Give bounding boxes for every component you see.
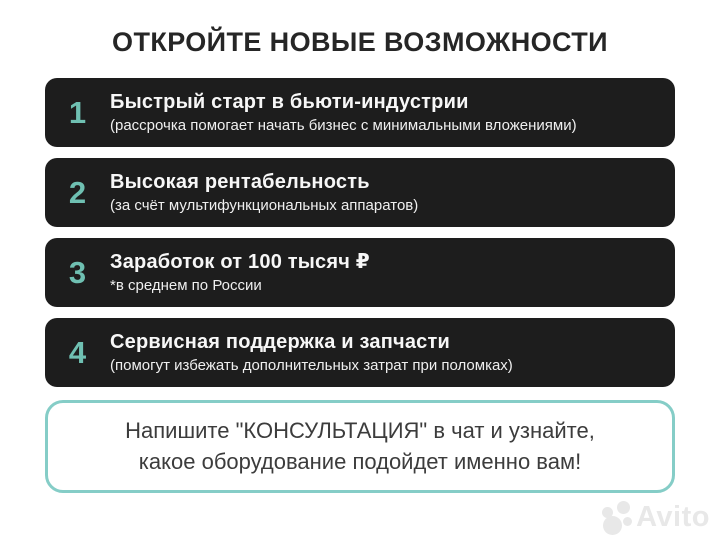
benefit-subtitle: *в среднем по России (110, 276, 262, 294)
benefit-card-2 (45, 158, 675, 227)
benefits-list (45, 78, 675, 387)
benefit-text (110, 170, 428, 216)
benefit-card-3 (45, 238, 675, 307)
benefit-subtitle: (рассрочка помогает начать бизнес с минимальными вложениями) (110, 116, 577, 134)
benefit-subtitle: (помогут избежать дополнительных затрат при поломках) (110, 356, 513, 374)
benefit-number: 2 (68, 174, 87, 210)
benefit-number: 4 (68, 334, 87, 370)
benefit-text (110, 90, 587, 136)
benefit-title: Быстрый старт в бьюти-индустрии (110, 90, 469, 113)
avito-watermark (601, 500, 710, 535)
benefit-card-4 (45, 318, 675, 387)
benefit-title: Заработок от 100 тысяч ₽ (110, 250, 370, 273)
benefit-title: Высокая рентабельность (110, 170, 370, 193)
benefit-title: Сервисная поддержка и запчасти (110, 330, 450, 353)
benefit-number: 3 (68, 254, 87, 290)
benefit-text (110, 330, 523, 376)
avito-watermark-label: Avito (636, 501, 710, 533)
cta-line-1: Напишите "КОНСУЛЬТАЦИЯ" в чат и узнайте, (125, 417, 595, 443)
page-title: ОТКРОЙТЕ НОВЫЕ ВОЗМОЖНОСТИ (112, 27, 608, 57)
benefit-text (110, 250, 380, 296)
avito-logo-icon (601, 500, 634, 535)
cta-box (45, 400, 675, 493)
benefit-number: 1 (68, 94, 87, 130)
benefit-subtitle: (за счёт мультифункциональных аппаратов) (110, 196, 419, 214)
cta-line-2: какое оборудование подойдет именно вам! (138, 448, 582, 474)
benefit-card-1 (45, 78, 675, 147)
